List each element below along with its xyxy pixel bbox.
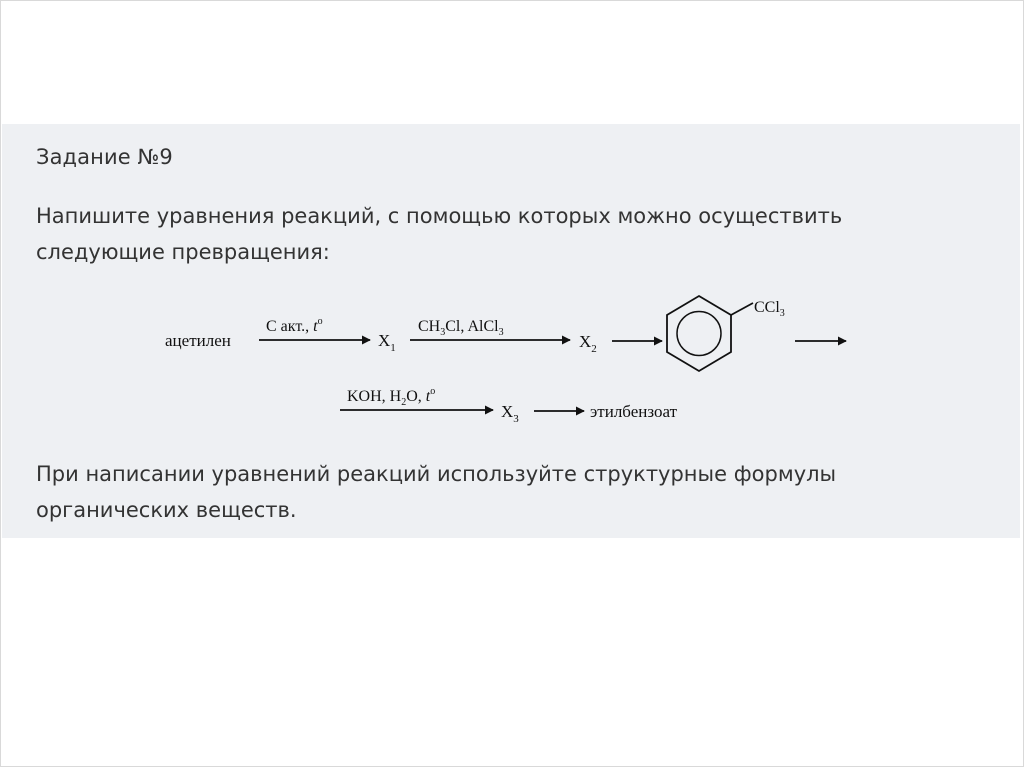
task-heading: Задание №9 — [36, 145, 173, 169]
task-prompt-line-1: Напишите уравнения реакций, с помощью которых можно осуществить — [36, 204, 843, 228]
substituent-ccl3: CCl$_3$ — [754, 299, 785, 319]
intermediate-x3: $X_3$ — [501, 402, 519, 425]
reactant-acetylene: ацетилен — [165, 331, 231, 350]
condition-4: KOH, $H_2O$, $t^o$ — [347, 386, 436, 408]
task-footer-line-1: При написании уравнений реакций используйте структурные формулы — [36, 462, 837, 486]
task-footer — [36, 456, 836, 528]
intermediate-x1: $X_1$ — [378, 331, 396, 354]
task-footer-line-2: органических веществ. — [36, 498, 297, 522]
intermediate-x2: $X_2$ — [579, 332, 597, 355]
task-prompt-line-2: следующие превращения: — [36, 240, 330, 264]
task-prompt — [36, 198, 842, 270]
product-ethyl-benzoate: этилбензоат — [590, 402, 678, 421]
condition-1: С акт., $t^o$ — [266, 316, 323, 335]
condition-2: $CH_3Cl$, AlCl$_3$ — [418, 318, 504, 338]
